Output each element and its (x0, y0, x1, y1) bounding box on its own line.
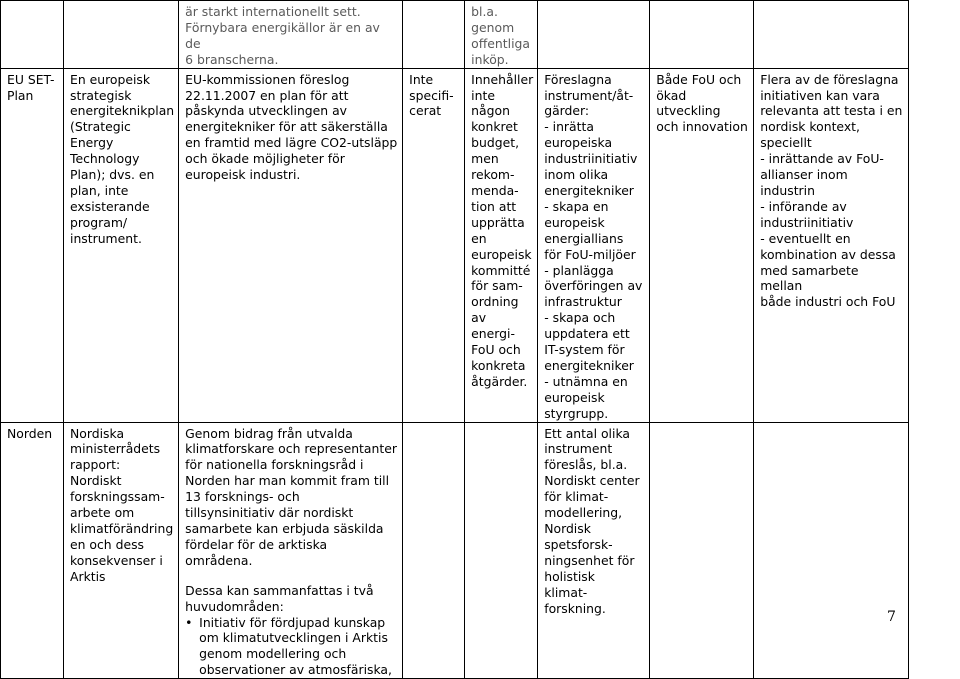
cell-budget-note (465, 422, 538, 679)
cell-region: Norden (1, 422, 64, 679)
cell-content (179, 422, 403, 679)
cell-relevance: Flera av de föreslagna initiativen kan vara relevanta att testa i en nordisk kontext, speciellt - inrättande av FoU- allianser inom industrin - införande av industriinitiativ - eventuellt en kombination av dessa med samarbete mellan både industri och FoU (754, 68, 909, 422)
cell-budget-note: Innehåller inte någon konkret budget, men rekom- menda- tion att upprätta en europeisk kommitté för sam- ordning av energi- FoU och konkreta åtgärder. (465, 68, 538, 422)
cell-blank-top-5 (538, 1, 650, 69)
cell-blank-top-6 (650, 1, 754, 69)
cell-budget-spec: Inte specifi- cerat (403, 68, 465, 422)
cell-continuation-text-2 (465, 1, 538, 69)
bullet-icon: • (185, 614, 193, 630)
cell-focus (650, 422, 754, 679)
cell-blank-top-3 (403, 1, 465, 69)
cell-budget-spec (403, 422, 465, 679)
cell-description: Nordiska ministerrådets rapport: Nordiskt forskningssam- arbete om klimatförändring en och dess konsekvenser i Arktis (64, 422, 179, 679)
cell-continuation-text (179, 1, 403, 69)
cell-content: EU-kommissionen föreslog 22.11.2007 en plan för att påskynda utvecklingen av energitekniker för att säkerställa en framtid med lägre CO2-utsläpp och ökade möjligheter för europeisk industri. (179, 68, 403, 422)
cell-blank-top-7 (754, 1, 909, 69)
table-row-eu (1, 68, 909, 422)
table-row-norden (1, 422, 909, 679)
cell-region: EU SET- Plan (1, 68, 64, 422)
table-row-eu-set-plan (1, 1, 909, 69)
cell-blank-top-0 (1, 1, 64, 69)
paragraph: Dessa kan sammanfattas i två huvudområden: (185, 582, 374, 614)
cell-instruments: Föreslagna instrument/åt- gärder: - inrätta europeiska industriinitiativ inom olika energitekniker - skapa en europeisk energiallians för FoU-miljöer - planlägga överföringen av infrastruktur - skapa och uppdatera ett IT-system för energitekniker - utnämna en europeisk styrgrupp. (538, 68, 650, 422)
cell-relevance (754, 422, 909, 679)
cell-description: En europeisk strategisk energiteknikplan (Strategic Energy Technology Plan); dvs. en plan, inte exsisterande program/ instrument. (64, 68, 179, 422)
cell-instruments: Ett antal olika instrument föreslås, bl.a. Nordiskt center för klimat- modellering, Nordisk spetsforsk- ningsenhet för holistisk klimat- forskning. (538, 422, 650, 679)
continued-text: är starkt internationellt sett. Förnybara energikällor är en av de 6 branscherna. (185, 4, 380, 67)
cell-blank-top-1 (64, 1, 179, 69)
bullet-item: • Initiativ för fördjupad kunskap om klimatutvecklingen i Arktis genom modellering och observationer av atmosfäriska, (185, 614, 392, 678)
page-number: 7 (887, 609, 896, 625)
continued-text-2: bl.a. genom offentliga inköp. (471, 4, 530, 67)
paragraph: Genom bidrag från utvalda klimatforskare och representanter för nationella forskningsråd i Norden har man kommit fram till 13 forsknings- och tillsynsinitiativ där nordiskt samarbete kan erbjuda säskilda fördelar för de arktiska områdena. (185, 425, 397, 568)
cell-focus: Både FoU och ökad utveckling och innovation (650, 68, 754, 422)
